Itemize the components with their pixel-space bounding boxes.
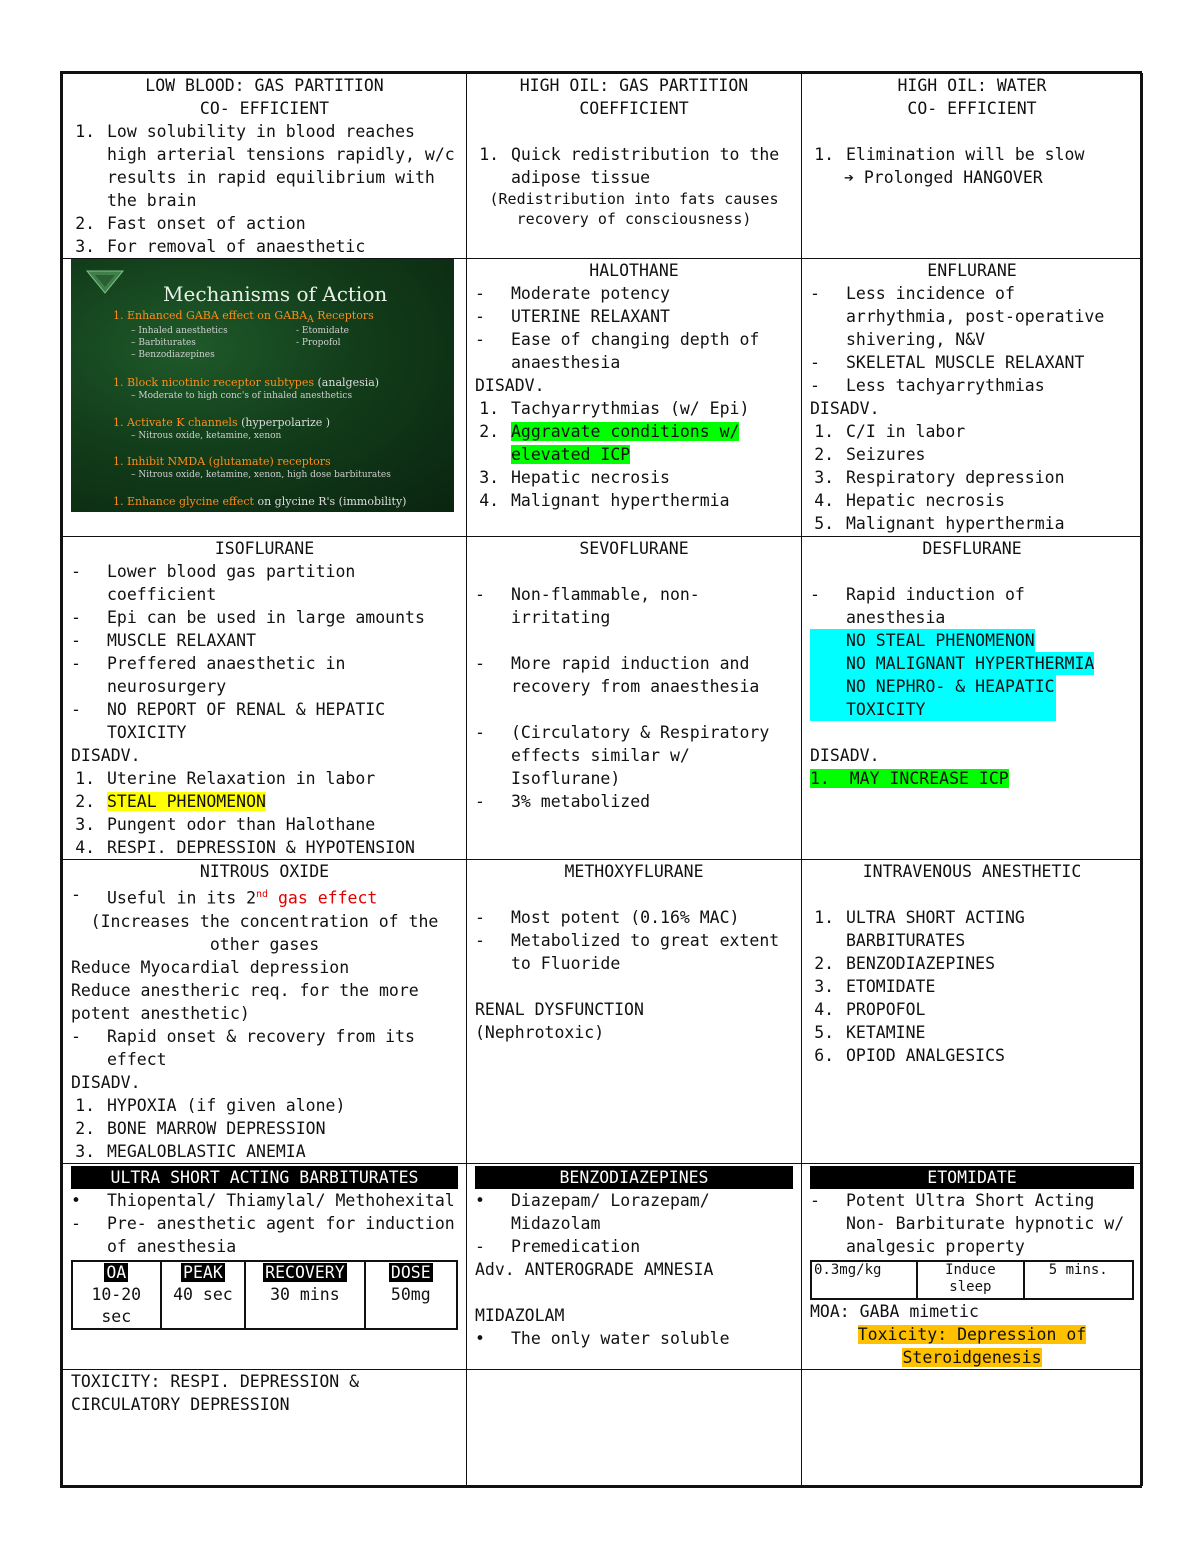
list-item: 6. OPIOD ANALGESICS: [844, 1044, 1134, 1067]
list-item: 1. Uterine Relaxation in labor: [105, 767, 458, 790]
nitrous-note: (Increases the concentration of the other gases: [90, 911, 439, 954]
disadv-label: DISADV.: [71, 1072, 141, 1092]
anesthetics-table: [60, 71, 1142, 1488]
disadv-label: DISADV.: [475, 376, 545, 395]
list-item: - Epi can be used in large amounts: [105, 606, 458, 629]
barbiturates-cell: [63, 1163, 467, 1369]
list-item: - Preffered anaesthetic in neurosurgery: [105, 652, 458, 698]
nitrous-oxide-cell: [63, 860, 467, 1164]
toxicity-text: Toxicity: Depression of Steroidgenesis: [857, 1324, 1087, 1367]
isoflurane-title: ISOFLURANE: [214, 539, 315, 558]
list-item: 2. Seizures: [844, 443, 1134, 466]
list-item: 4. PROPOFOL: [844, 998, 1134, 1021]
nitrous-note: Reduce Myocardial depression: [71, 957, 350, 977]
list-item: 3. MEGALOBLASTIC ANEMIA: [105, 1140, 458, 1163]
nephrotoxic-text: (Nephrotoxic): [475, 1023, 605, 1042]
low-blood-gas-title: LOW BLOOD: GAS PARTITION CO- EFFICIENT: [145, 76, 384, 118]
low-blood-gas-cell: [63, 74, 467, 259]
high-oil-gas-title: HIGH OIL: GAS PARTITION COEFFICIENT: [519, 76, 749, 118]
list-item: - MUSCLE RELAXANT: [105, 629, 458, 652]
table-cell: 5 mins.: [1024, 1261, 1134, 1299]
intravenous-cell: [802, 860, 1143, 1164]
intravenous-title: INTRAVENOUS ANESTHETIC: [862, 862, 1082, 881]
list-item: - UTERINE RELAXANT: [509, 305, 793, 328]
list-item: 1. HYPOXIA (if given alone): [105, 1094, 458, 1117]
table-cell: PEAK 40 sec: [161, 1261, 246, 1329]
list-item: 2. STEAL PHENOMENON: [105, 790, 458, 813]
slide-logo-icon: [85, 267, 125, 297]
toxicity-text: TOXICITY: RESPI. DEPRESSION & CIRCULATORY DEPRESSION: [71, 1371, 360, 1414]
desflurane-title: DESFLURANE: [922, 539, 1022, 558]
list-item: 1. Quick redistribution to the adipose tissue: [509, 143, 793, 189]
sevoflurane-title: SEVOFLURANE: [579, 539, 689, 558]
halothane-title: HALOTHANE: [589, 261, 679, 280]
list-item: - Most potent (0.16% MAC): [509, 906, 793, 929]
list-item: 3. For removal of anaesthetic: [105, 235, 458, 258]
list-item: - Ease of changing depth of anaesthesia: [509, 328, 793, 374]
list-item: - (Circulatory & Respiratory effects similar w/ Isoflurane): [509, 721, 793, 790]
list-item: 4. Malignant hyperthermia: [509, 489, 793, 512]
list-item: 2. BONE MARROW DEPRESSION: [105, 1117, 458, 1140]
high-oil-water-title: HIGH OIL: WATER CO- EFFICIENT: [897, 76, 1047, 118]
slide-title: Mechanisms of Action: [163, 282, 388, 306]
list-item: 5. KETAMINE: [844, 1021, 1134, 1044]
sevoflurane-cell: [467, 537, 802, 860]
list-item: 3. ETOMIDATE: [844, 975, 1134, 998]
list-item: 1. Elimination will be slow: [844, 143, 1134, 166]
adv-text: Adv. ANTEROGRADE AMNESIA: [475, 1259, 714, 1279]
list-item: 2. Aggravate conditions w/ elevated ICP: [509, 420, 793, 466]
disadv-label: DISADV.: [71, 746, 141, 765]
list-item: 1. Low solubility in blood reaches high arterial tensions rapidly, w/c results in rapid equilibrium with the brain: [105, 120, 458, 212]
list-item: - Non-flammable, non-irritating: [509, 583, 793, 629]
list-item: 1. C/I in labor: [844, 420, 1134, 443]
list-item: - Rapid onset & recovery from its effect: [105, 1025, 458, 1071]
isoflurane-cell: [63, 537, 467, 860]
table-cell: Induce sleep: [917, 1261, 1023, 1299]
methoxyflurane-cell: [467, 860, 802, 1164]
enflurane-cell: [802, 259, 1143, 537]
list-item: - Pre- anesthetic agent for induction of anesthesia: [105, 1212, 458, 1258]
benzodiazepines-cell: [467, 1163, 802, 1369]
nitrous-oxide-title: NITROUS OXIDE: [199, 862, 330, 881]
list-item: • Diazepam/ Lorazepam/ Midazolam: [509, 1189, 793, 1235]
list-item: 3. Respiratory depression: [844, 466, 1134, 489]
table-cell: RECOVERY 30 mins: [245, 1261, 364, 1329]
list-item: 3. Hepatic necrosis: [509, 466, 793, 489]
list-item: • Thiopental/ Thiamylal/ Methohexital: [105, 1189, 458, 1212]
list-item: - Lower blood gas partition coefficient: [105, 560, 458, 606]
high-oil-gas-cell: [467, 74, 802, 259]
list-item: 5. Malignant hyperthermia: [844, 512, 1134, 535]
disadv-label: DISADV.: [810, 746, 880, 765]
list-item: - Potent Ultra Short Acting Non- Barbiturate hypnotic w/ analgesic property: [844, 1189, 1134, 1258]
table-cell: OA 10-20 sec: [72, 1261, 161, 1329]
high-oil-water-cell: [802, 74, 1143, 259]
list-item: - Moderate potency: [509, 282, 793, 305]
barbiturates-title: ULTRA SHORT ACTING BARBITURATES: [71, 1166, 458, 1189]
list-item: - Less tachyarrythmias: [844, 374, 1134, 397]
list-item: - More rapid induction and recovery from anaesthesia: [509, 652, 793, 698]
nitrous-note: Reduce anestheric req. for the more potent anesthetic): [71, 980, 419, 1023]
list-item: - SKELETAL MUSCLE RELAXANT: [844, 351, 1134, 374]
etomidate-cell: [802, 1163, 1143, 1369]
list-item: • The only water soluble: [509, 1327, 793, 1350]
mechanisms-slide-image: Mechanisms of Action 1. Enhanced GABA effect on $GABA_A$ Receptors – Inhaled anesthetics - Etomidate – Barbiturates - Propofol – Benzodiazepines 1. Block nicotinic receptor subtypes (analgesia) – Moderate to high conc's of inhaled anesthetics 1. Activate K channels (hyperpolarize ) – Nitrous oxide, ketamine, xenon 1. Inhibit NMDA (glutamate) receptors – Nitrous oxide, ketamine, xenon, high dose barbiturates 1. Enhance glycine effect on glycine R's (immobility): [71, 259, 454, 512]
disadv-label: DISADV.: [810, 399, 880, 418]
barbiturates-kinetics-table: [71, 1260, 458, 1330]
list-item: 1. Tachyarrythmias (w/ Epi): [509, 397, 793, 420]
list-item: - NO NEPHRO- & HEAPATIC TOXICITY: [810, 675, 1056, 721]
list-item: 4. RESPI. DEPRESSION & HYPOTENSION: [105, 836, 458, 859]
list-item: 3. Pungent odor than Halothane: [105, 813, 458, 836]
mechanisms-slide-cell: [63, 259, 467, 537]
list-item: - NO MALIGNANT HYPERTHERMIA: [810, 652, 1094, 675]
moa-text: MOA: GABA mimetic: [810, 1301, 979, 1321]
list-item: - NO STEAL PHENOMENON: [810, 629, 1035, 652]
midazolam-label: MIDAZOLAM: [475, 1305, 565, 1325]
barbiturates-toxicity-cell: [63, 1369, 467, 1485]
list-item: - NO REPORT OF RENAL & HEPATIC TOXICITY: [105, 698, 458, 744]
empty-cell: [802, 1369, 1143, 1485]
list-item: - 3% metabolized: [509, 790, 793, 813]
list-item: - Rapid induction of anesthesia: [844, 583, 1134, 629]
enflurane-title: ENFLURANE: [927, 261, 1017, 280]
table-cell: 0.3mg/kg: [811, 1261, 917, 1299]
benzodiazepines-title: BENZODIAZEPINES: [475, 1166, 793, 1189]
list-item: - Useful in its 2nd gas effect: [105, 883, 458, 910]
etomidate-dose-table: [810, 1260, 1134, 1300]
methoxyflurane-title: METHOXYFLURANE: [564, 862, 704, 881]
list-item: - Less incidence of arrhythmia, post-operative shivering, N&V: [844, 282, 1134, 351]
renal-dysfunction-text: RENAL DYSFUNCTION: [475, 1000, 644, 1019]
etomidate-title: ETOMIDATE: [810, 1166, 1134, 1189]
redistribution-note: (Redistribution into fats causes recovery of consciousness): [489, 190, 779, 228]
list-item: - Metabolized to great extent to Fluoride: [509, 929, 793, 975]
list-item: 1. ULTRA SHORT ACTING BARBITURATES: [844, 906, 1134, 952]
halothane-cell: [467, 259, 802, 537]
arrow-right-icon: ➔: [844, 168, 854, 187]
table-cell: DOSE 50mg: [365, 1261, 457, 1329]
list-item: - Premedication: [509, 1235, 793, 1258]
desflurane-cell: [802, 537, 1143, 860]
list-item: 4. Hepatic necrosis: [844, 489, 1134, 512]
empty-cell: [467, 1369, 802, 1485]
list-item: 2. BENZODIAZEPINES: [844, 952, 1134, 975]
hangover-text: Prolonged HANGOVER: [863, 168, 1043, 187]
list-item: 2. Fast onset of action: [105, 212, 458, 235]
list-item: 1. MAY INCREASE ICP: [810, 769, 1009, 788]
